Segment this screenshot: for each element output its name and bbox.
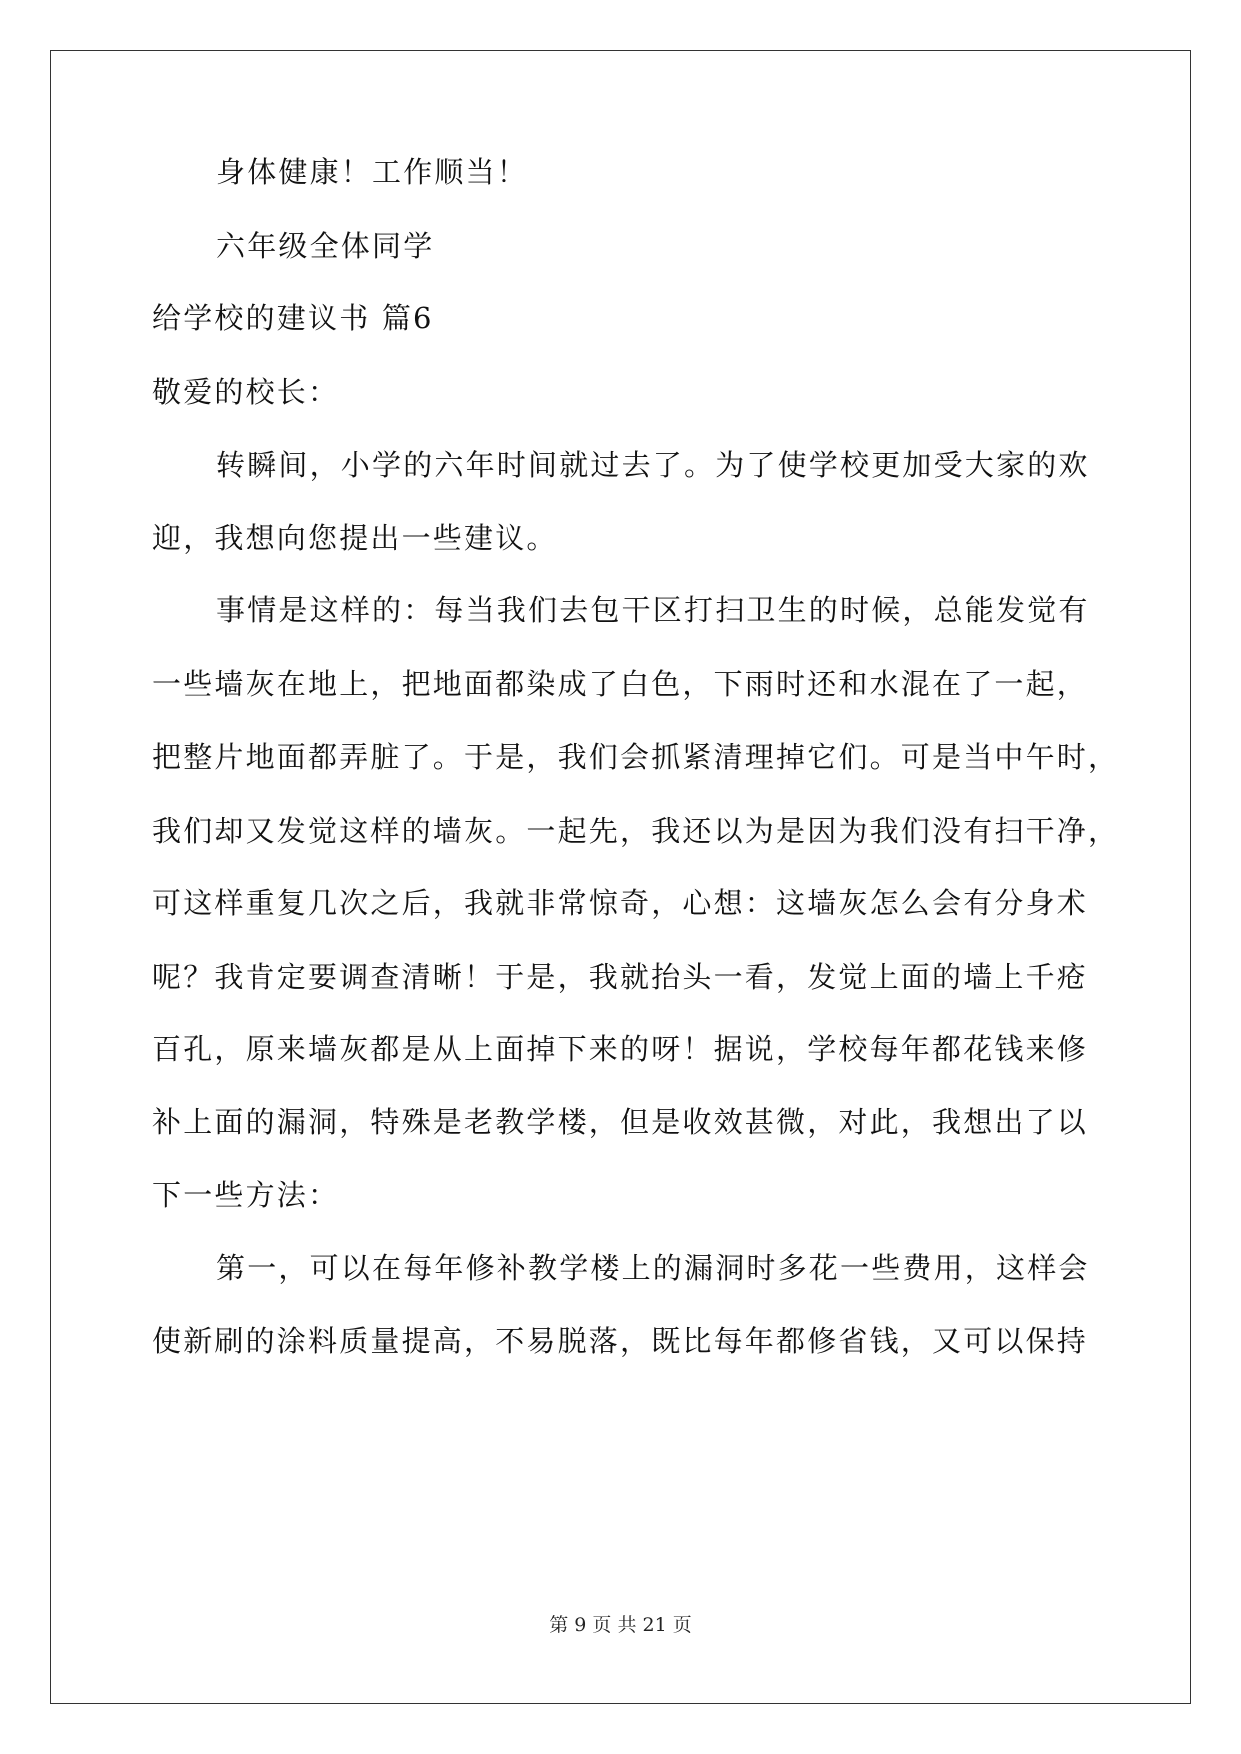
paragraph-line: 事情是这样的：每当我们去包干区打扫卫生的时候，总能发觉有 — [216, 593, 1090, 627]
paragraph-line: 把整片地面都弄脏了。于是，我们会抓紧清理掉它们。可是当中午时， — [152, 740, 1120, 774]
paragraph-line: 下一些方法： — [152, 1178, 340, 1212]
paragraph-line: 六年级全体同学 — [216, 229, 435, 263]
salutation: 敬爱的校长： — [152, 375, 340, 409]
section-heading: 给学校的建议书 篇6 — [152, 301, 434, 335]
paragraph-line: 身体健康！工作顺当！ — [216, 155, 529, 189]
paragraph-line: 使新刷的涂料质量提高，不易脱落，既比每年都修省钱，又可以保持 — [152, 1324, 1089, 1358]
paragraph-line: 一些墙灰在地上，把地面都染成了白色，下雨时还和水混在了一起， — [152, 667, 1089, 701]
paragraph-line: 我们却又发觉这样的墙灰。一起先，我还以为是因为我们没有扫干净， — [152, 814, 1120, 848]
paragraph-line: 百孔，原来墙灰都是从上面掉下来的呀！据说，学校每年都花钱来修 — [152, 1032, 1089, 1066]
paragraph-line: 第一，可以在每年修补教学楼上的漏洞时多花一些费用，这样会 — [216, 1251, 1090, 1285]
paragraph-line: 呢？我肯定要调查清晰！于是，我就抬头一看，发觉上面的墙上千疮 — [152, 960, 1089, 994]
page-footer: 第 9 页 共 21 页 — [549, 1614, 692, 1636]
paragraph-line: 转瞬间，小学的六年时间就过去了。为了使学校更加受大家的欢 — [216, 448, 1090, 482]
paragraph-line: 迎，我想向您提出一些建议。 — [152, 521, 558, 555]
paragraph-line: 可这样重复几次之后，我就非常惊奇，心想：这墙灰怎么会有分身术 — [152, 886, 1089, 920]
paragraph-line: 补上面的漏洞，特殊是老教学楼，但是收效甚微，对此，我想出了以 — [152, 1105, 1089, 1139]
